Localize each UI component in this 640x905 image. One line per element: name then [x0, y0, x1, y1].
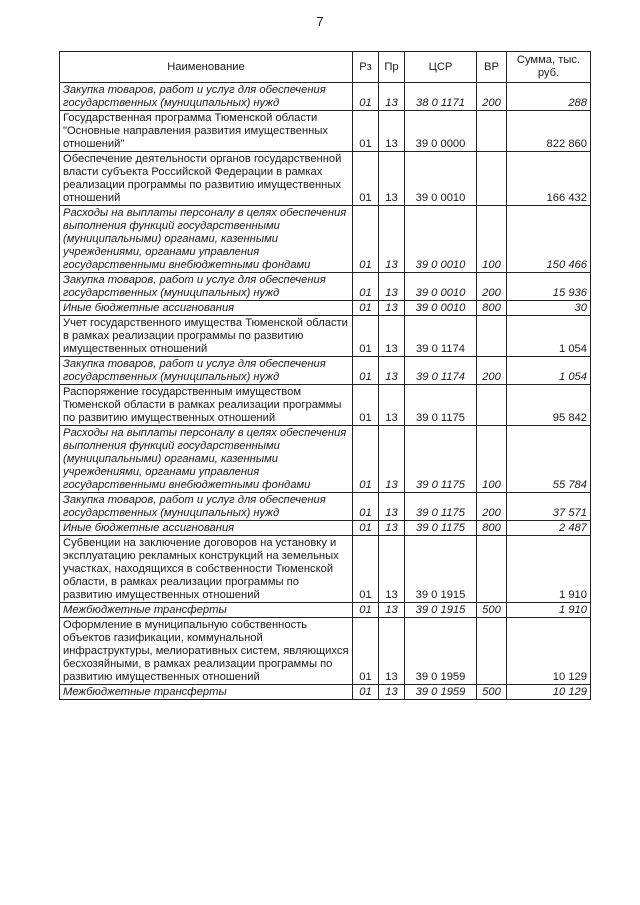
row-name: Оформление в муниципальную собственность объектов газификации, коммунальной инфраструктуры, мелиоративных систем, являющихся бесхозяйными, в рамках реализации программы по развитию имущественных отношений	[60, 618, 353, 685]
row-vr	[477, 152, 507, 206]
row-rz: 01	[353, 152, 379, 206]
row-sum: 1 054	[507, 316, 591, 357]
row-pr: 13	[379, 152, 405, 206]
row-sum: 150 466	[507, 206, 591, 273]
row-csr: 39 0 0010	[405, 273, 477, 301]
row-csr: 39 0 0010	[405, 206, 477, 273]
table-row	[60, 536, 591, 603]
row-rz: 01	[353, 603, 379, 618]
row-name: Расходы на выплаты персоналу в целях обеспечения выполнения функций государственными (муниципальными) органами, казенными учреждениями, органами управления государственными внебюджетными фондами	[60, 426, 353, 493]
row-rz: 01	[353, 357, 379, 385]
row-sum: 10 129	[507, 618, 591, 685]
row-pr: 13	[379, 685, 405, 700]
budget-table	[59, 51, 591, 700]
table-row	[60, 301, 591, 316]
table-row	[60, 273, 591, 301]
row-rz: 01	[353, 521, 379, 536]
row-csr: 39 0 1915	[405, 603, 477, 618]
row-rz: 01	[353, 316, 379, 357]
header-vr: ВР	[477, 52, 507, 83]
row-name: Межбюджетные трансферты	[60, 685, 353, 700]
row-vr	[477, 536, 507, 603]
row-pr: 13	[379, 493, 405, 521]
row-sum: 10 129	[507, 685, 591, 700]
row-rz: 01	[353, 385, 379, 426]
row-csr: 39 0 1174	[405, 316, 477, 357]
row-sum: 2 487	[507, 521, 591, 536]
row-name: Закупка товаров, работ и услуг для обеспечения государственных (муниципальных) нужд	[60, 493, 353, 521]
row-name: Закупка товаров, работ и услуг для обеспечения государственных (муниципальных) нужд	[60, 357, 353, 385]
row-pr: 13	[379, 603, 405, 618]
row-csr: 39 0 1175	[405, 385, 477, 426]
row-pr: 13	[379, 301, 405, 316]
table-header-row	[60, 52, 591, 83]
row-csr: 39 0 1959	[405, 618, 477, 685]
row-sum: 55 784	[507, 426, 591, 493]
row-sum: 37 571	[507, 493, 591, 521]
row-pr: 13	[379, 536, 405, 603]
row-rz: 01	[353, 426, 379, 493]
row-pr: 13	[379, 357, 405, 385]
row-sum: 166 432	[507, 152, 591, 206]
header-pr: Пр	[379, 52, 405, 83]
row-sum: 15 936	[507, 273, 591, 301]
row-rz: 01	[353, 301, 379, 316]
table-row	[60, 357, 591, 385]
row-pr: 13	[379, 111, 405, 152]
row-vr: 200	[477, 493, 507, 521]
row-name: Иные бюджетные ассигнования	[60, 301, 353, 316]
row-rz: 01	[353, 685, 379, 700]
row-vr	[477, 385, 507, 426]
row-csr: 39 0 1959	[405, 685, 477, 700]
row-csr: 39 0 0010	[405, 152, 477, 206]
row-rz: 01	[353, 83, 379, 111]
row-pr: 13	[379, 385, 405, 426]
row-csr: 38 0 1171	[405, 83, 477, 111]
row-pr: 13	[379, 206, 405, 273]
row-csr: 39 0 1175	[405, 493, 477, 521]
row-vr: 800	[477, 521, 507, 536]
row-csr: 39 0 0010	[405, 301, 477, 316]
row-vr: 500	[477, 685, 507, 700]
row-vr: 200	[477, 83, 507, 111]
row-rz: 01	[353, 273, 379, 301]
row-pr: 13	[379, 426, 405, 493]
row-sum: 30	[507, 301, 591, 316]
row-name: Учет государственного имущества Тюменской области в рамках реализации программы по развитию имущественных отношений	[60, 316, 353, 357]
row-rz: 01	[353, 206, 379, 273]
row-vr: 800	[477, 301, 507, 316]
table-row	[60, 385, 591, 426]
table-row	[60, 685, 591, 700]
row-pr: 13	[379, 618, 405, 685]
row-vr	[477, 618, 507, 685]
row-sum: 822 860	[507, 111, 591, 152]
table-row	[60, 206, 591, 273]
row-vr	[477, 316, 507, 357]
table-row	[60, 521, 591, 536]
header-rz: Рз	[353, 52, 379, 83]
row-pr: 13	[379, 521, 405, 536]
row-sum: 1 910	[507, 603, 591, 618]
row-sum: 1 054	[507, 357, 591, 385]
row-vr: 200	[477, 357, 507, 385]
row-pr: 13	[379, 273, 405, 301]
row-name: Межбюджетные трансферты	[60, 603, 353, 618]
page-number: 7	[316, 14, 324, 29]
row-sum: 1 910	[507, 536, 591, 603]
row-name: Обеспечение деятельности органов государственной власти субъекта Российской Федерации в рамках реализации программы по развитию имущественных отношений	[60, 152, 353, 206]
header-sum: Сумма, тыс. руб.	[507, 52, 591, 83]
row-pr: 13	[379, 83, 405, 111]
row-vr: 100	[477, 426, 507, 493]
row-vr: 200	[477, 273, 507, 301]
row-name: Субвенции на заключение договоров на установку и эксплуатацию рекламных конструкций на земельных участках, находящихся в собственности Тюменской области, в рамках реализации программы по развитию имущественных отношений	[60, 536, 353, 603]
table-row	[60, 152, 591, 206]
table-row	[60, 493, 591, 521]
row-csr: 39 0 1915	[405, 536, 477, 603]
row-csr: 39 0 1174	[405, 357, 477, 385]
row-name: Закупка товаров, работ и услуг для обеспечения государственных (муниципальных) нужд	[60, 273, 353, 301]
row-sum: 95 842	[507, 385, 591, 426]
table-row	[60, 426, 591, 493]
header-csr: ЦСР	[405, 52, 477, 83]
table-row	[60, 603, 591, 618]
row-name: Иные бюджетные ассигнования	[60, 521, 353, 536]
row-csr: 39 0 1175	[405, 521, 477, 536]
table-row	[60, 316, 591, 357]
header-name: Наименование	[60, 52, 353, 83]
table-row	[60, 111, 591, 152]
row-rz: 01	[353, 536, 379, 603]
row-pr: 13	[379, 316, 405, 357]
row-csr: 39 0 0000	[405, 111, 477, 152]
row-csr: 39 0 1175	[405, 426, 477, 493]
row-name: Расходы на выплаты персоналу в целях обеспечения выполнения функций государственными (муниципальными) органами, казенными учреждениями, органами управления государственными внебюджетными фондами	[60, 206, 353, 273]
table-row	[60, 618, 591, 685]
row-sum: 288	[507, 83, 591, 111]
row-vr	[477, 111, 507, 152]
row-rz: 01	[353, 618, 379, 685]
row-rz: 01	[353, 493, 379, 521]
row-vr: 500	[477, 603, 507, 618]
row-name: Распоряжение государственным имуществом Тюменской области в рамках реализации программы по развитию имущественных отношений	[60, 385, 353, 426]
row-name: Государственная программа Тюменской области "Основные направления развития имущественных отношений"	[60, 111, 353, 152]
row-vr: 100	[477, 206, 507, 273]
table-row	[60, 83, 591, 111]
row-rz: 01	[353, 111, 379, 152]
row-name: Закупка товаров, работ и услуг для обеспечения государственных (муниципальных) нужд	[60, 83, 353, 111]
